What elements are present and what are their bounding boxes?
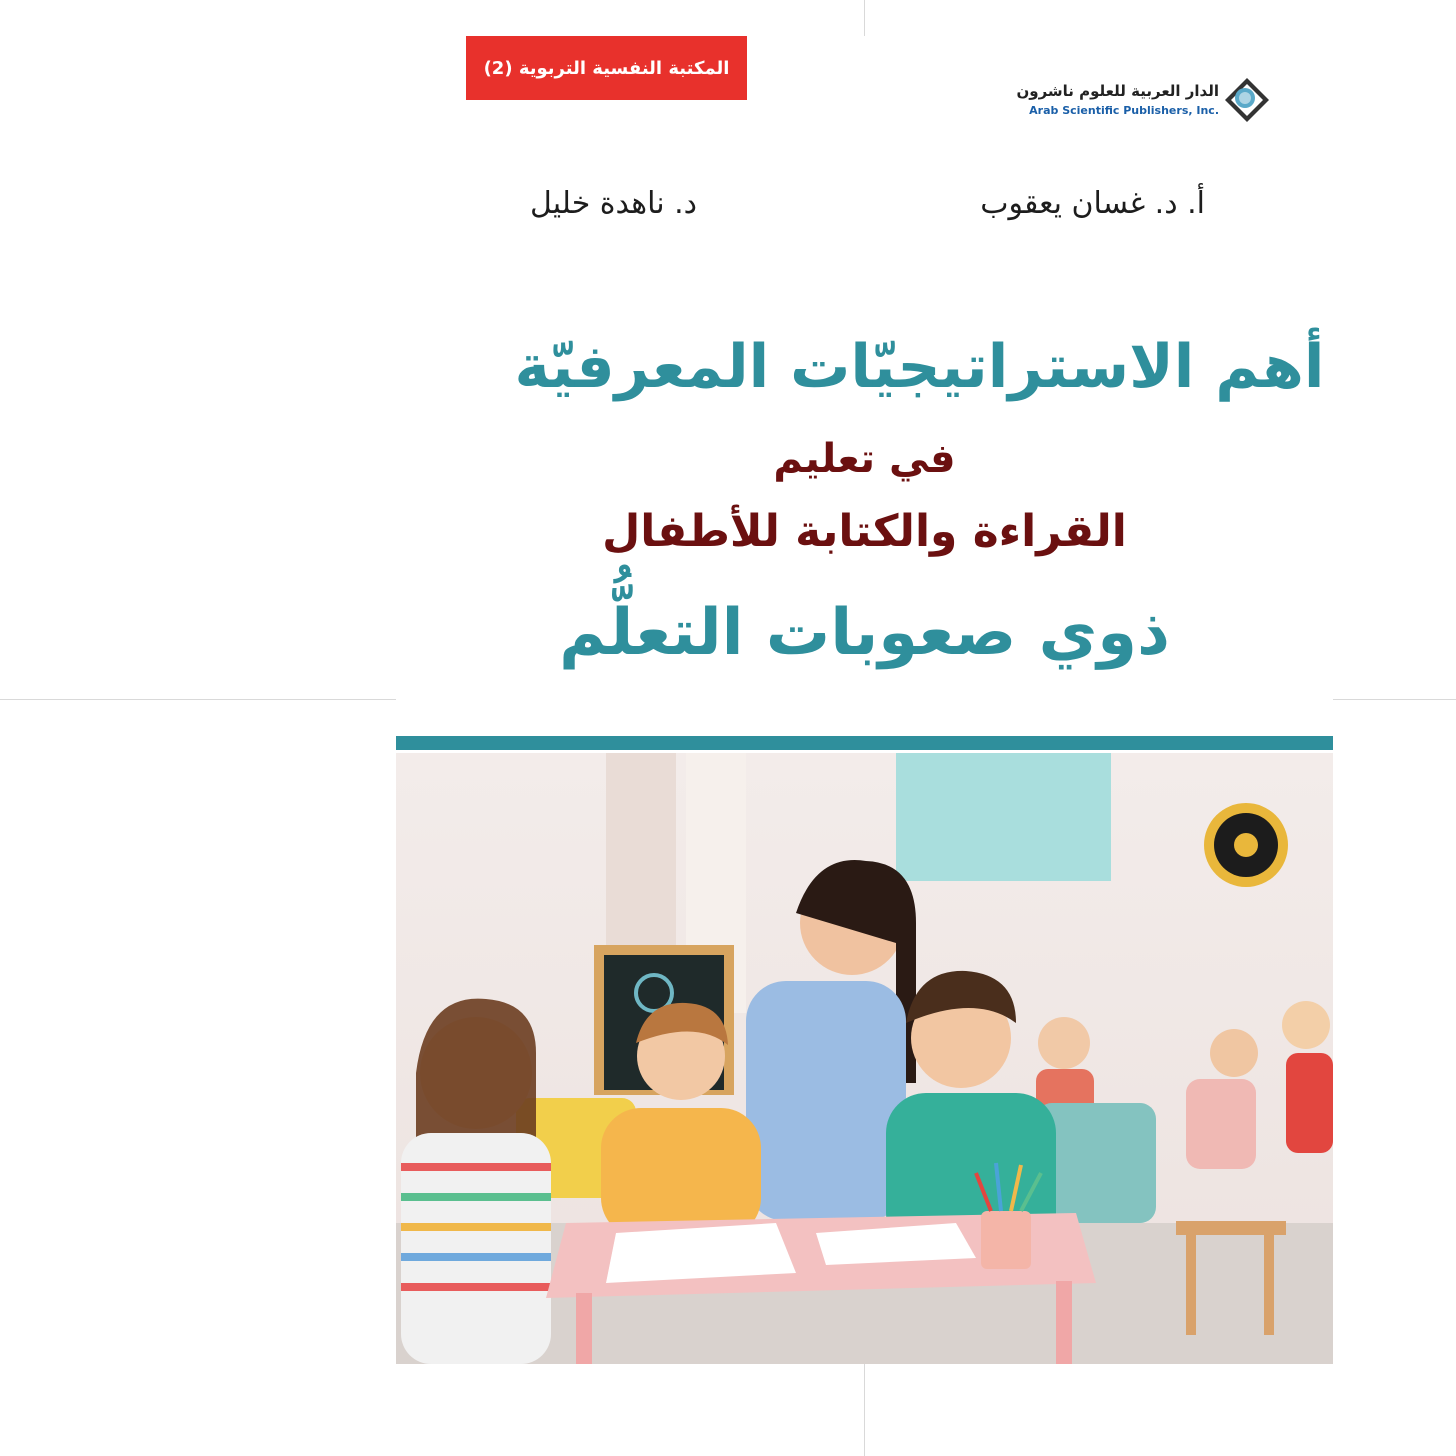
author-primary: أ. د. غسان يعقوب: [980, 186, 1205, 221]
publisher-name-en: Arab Scientific Publishers, Inc.: [1029, 104, 1219, 117]
author-secondary: د. ناهدة خليل: [530, 186, 697, 221]
crop-mark-top: [864, 0, 865, 36]
crop-mark-right: [1333, 699, 1456, 700]
series-badge: المكتبة النفسية التربوية (2): [466, 36, 747, 100]
book-title-line-4: ذوي صعوبات التعلُّم: [559, 596, 1170, 670]
cover-divider: [396, 736, 1333, 750]
book-title-line-1: أهم الاستراتيجيّات المعرفيّة: [514, 332, 1325, 402]
book-cover: [396, 36, 1333, 1364]
publisher-name-ar: الدار العربية للعلوم ناشرون: [1016, 82, 1219, 100]
book-title-line-2: في تعليم: [773, 436, 956, 482]
classroom-photo: [396, 753, 1333, 1364]
crop-mark-left: [0, 699, 396, 700]
publisher-block: [1011, 76, 1271, 132]
publisher-logo-icon: [1223, 76, 1271, 124]
crop-mark-bottom: [864, 1364, 865, 1456]
book-title-line-3: القراءة والكتابة للأطفال: [602, 506, 1127, 557]
